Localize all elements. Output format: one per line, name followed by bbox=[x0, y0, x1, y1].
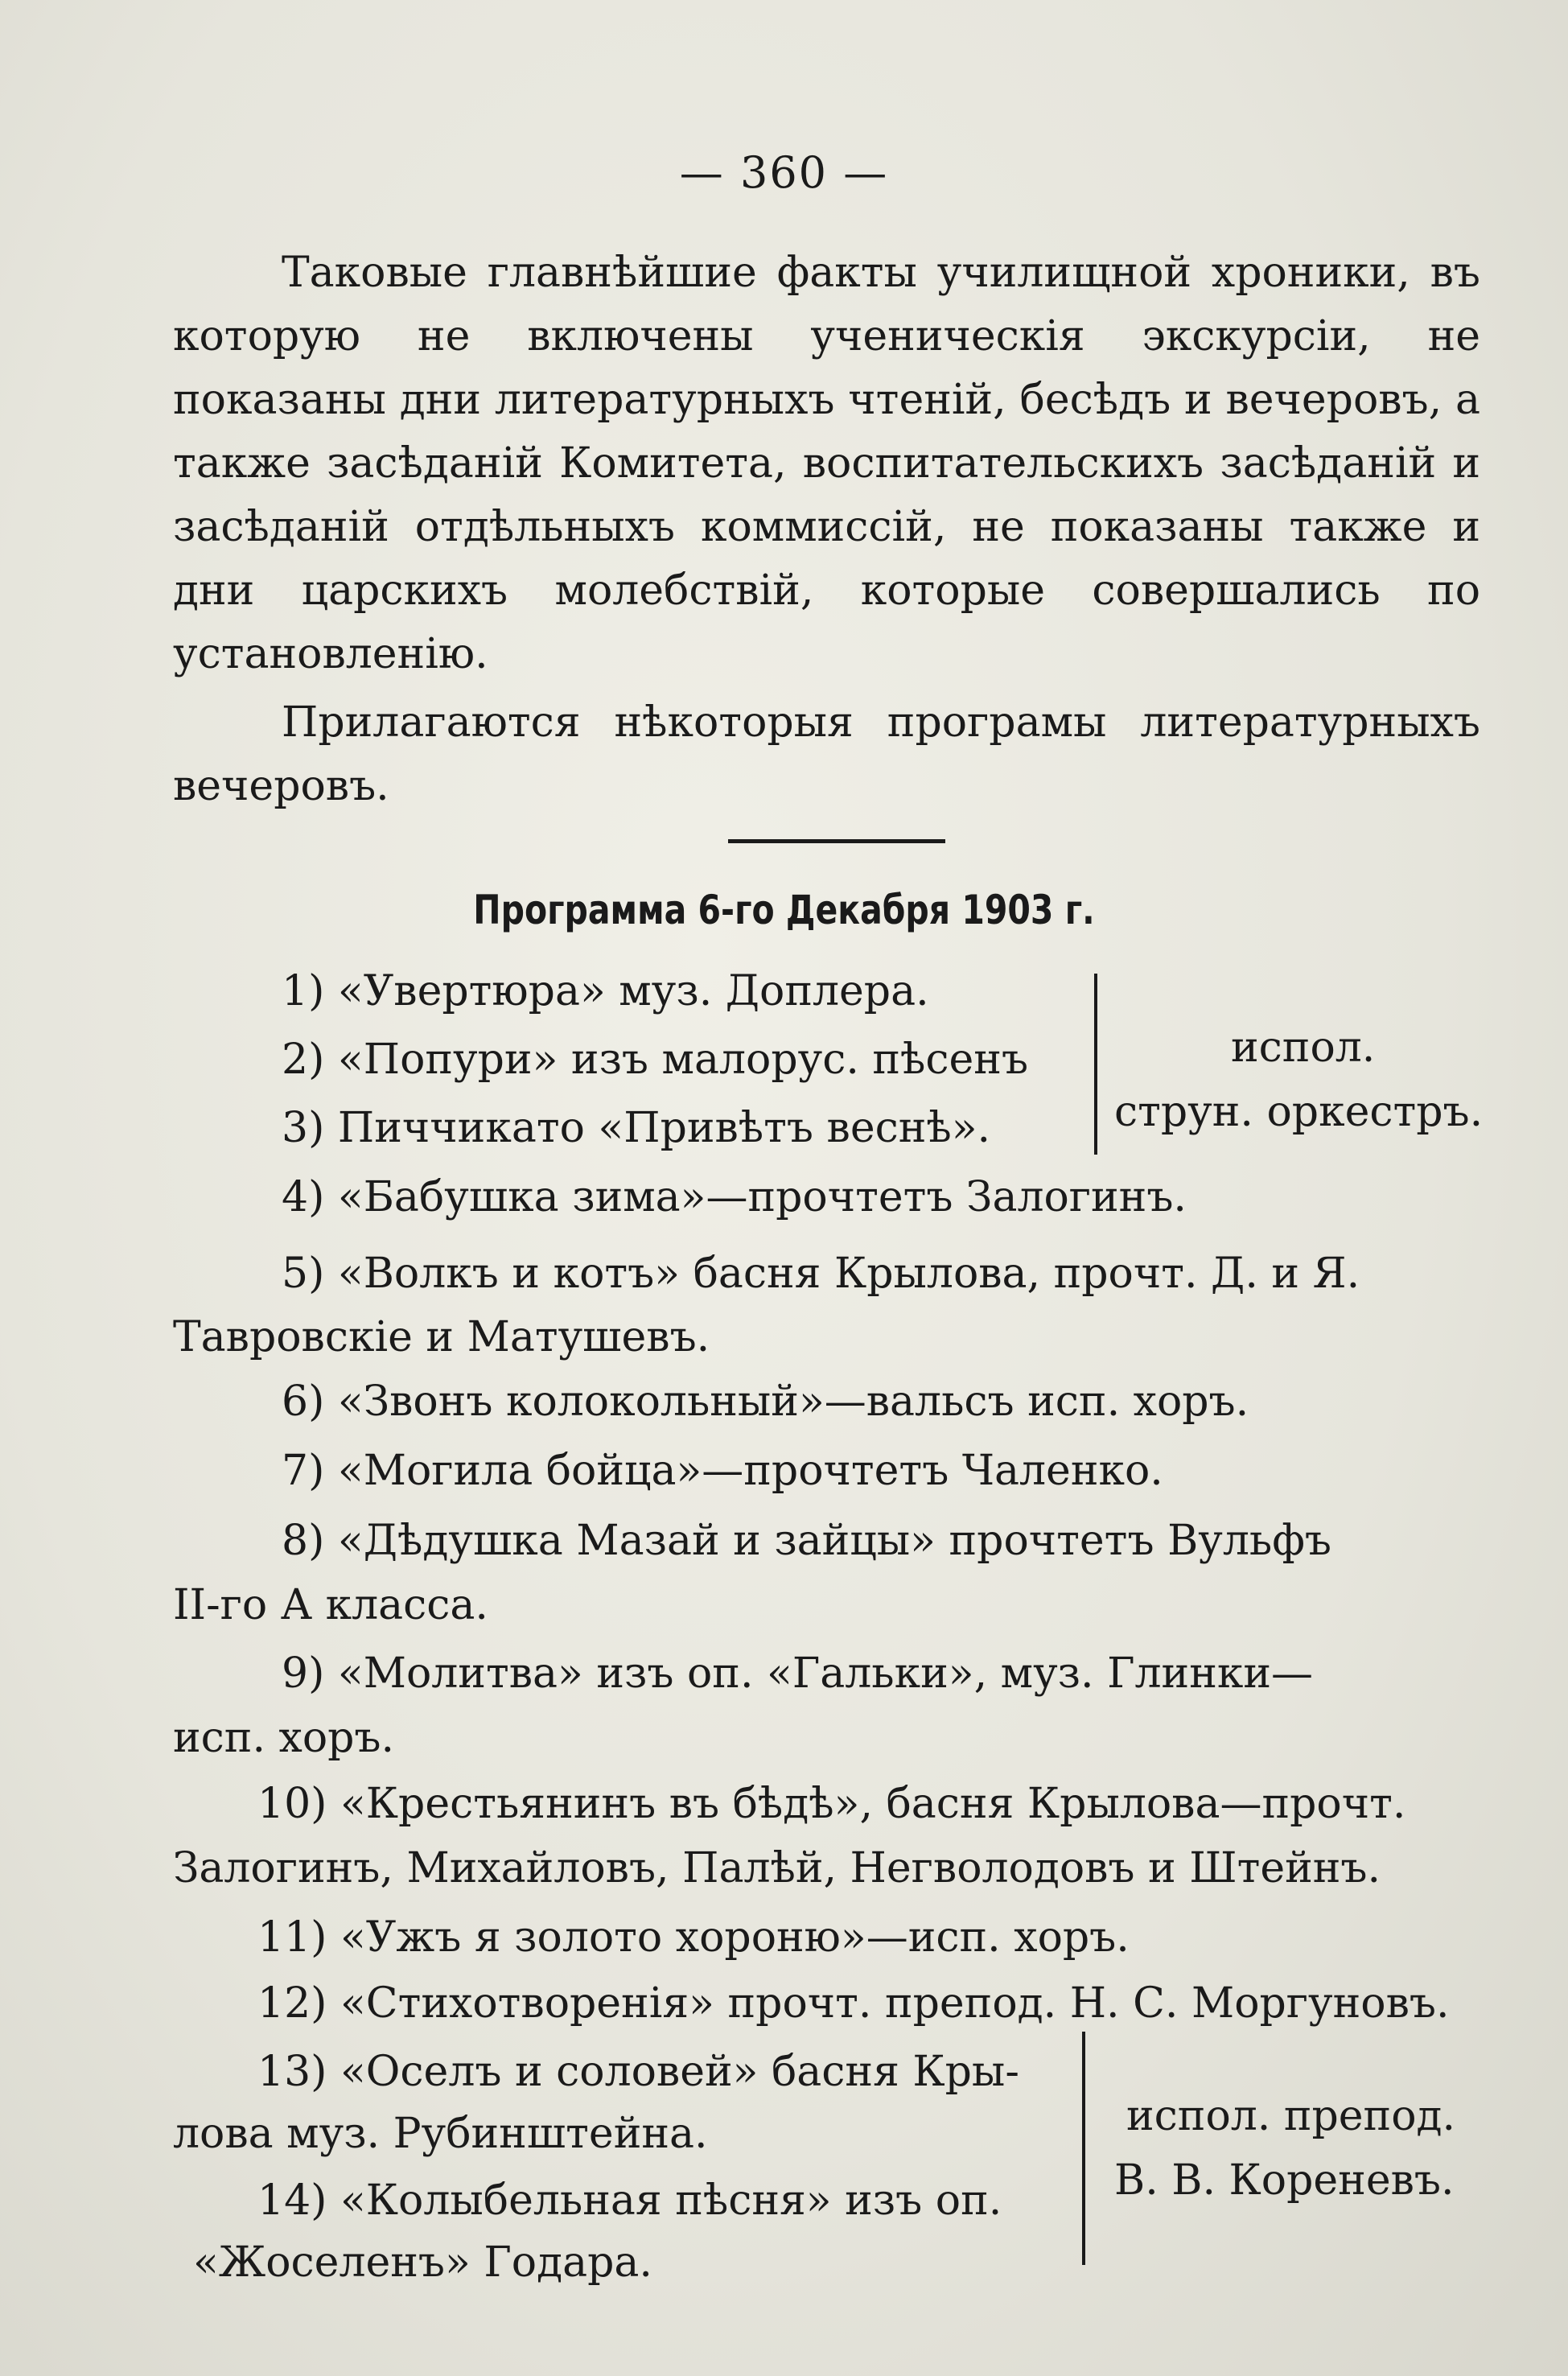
program-item-10-cont: Залогинъ, Михайловъ, Палѣй, Негволодовъ и Штейнъ. bbox=[173, 1844, 1381, 1892]
program-item-2: 2) «Попури» изъ малорус. пѣсенъ bbox=[282, 1036, 1029, 1084]
group1-performer-line1: испол. bbox=[1231, 1023, 1376, 1072]
group2-performer-line1: испол. препод. bbox=[1126, 2092, 1456, 2140]
group2-brace bbox=[1074, 2032, 1085, 2265]
program-item-5-cont: Тавровскіе и Матушевъ. bbox=[173, 1313, 710, 1361]
program-item-4: 4) «Бабушка зима»—прочтетъ Залогинъ. bbox=[282, 1173, 1187, 1221]
group1-performer-line2: струн. оркестръ. bbox=[1114, 1088, 1484, 1136]
group2-performer-line2: В. В. Кореневъ. bbox=[1114, 2156, 1455, 2205]
program-item-13-cont: лова муз. Рубинштейна. bbox=[173, 2110, 708, 2158]
paragraph-1: Таковые главнѣйшие факты училищной хроники, въ которую не включены ученическія экскурсіи, не показаны дни литературныхъ чтеній, бесѣдъ и вечеровъ, а также засѣданій Комитета, воспитательскихъ засѣданій и засѣданій отдѣльныхъ коммиссій, не показаны также и дни царскихъ молебствій, которые совершались по установленію. bbox=[173, 249, 1480, 678]
program-item-5: 5) «Волкъ и котъ» басня Крылова, прочт. Д. и Я. bbox=[282, 1250, 1360, 1298]
program-item-9: 9) «Молитва» изъ оп. «Гальки», муз. Глинки— bbox=[282, 1649, 1314, 1698]
program-item-10: 10) «Крестьянинъ въ бѣдѣ», басня Крылова—прочт. bbox=[257, 1780, 1406, 1828]
program-item-11: 11) «Ужъ я золото хороню»—исп. хоръ. bbox=[257, 1913, 1130, 1962]
program-item-8: 8) «Дѣдушка Мазай и зайцы» прочтетъ Вульфъ bbox=[282, 1517, 1332, 1565]
program-item-1: 1) «Увертюра» муз. Доплера. bbox=[282, 967, 929, 1015]
program-title: Программа 6-го Декабря 1903 г. bbox=[473, 887, 1095, 933]
page-number: — 360 — bbox=[679, 147, 889, 198]
program-item-7: 7) «Могила бойца»—прочтетъ Чаленко. bbox=[282, 1447, 1163, 1495]
chronicle-paragraph bbox=[173, 241, 1480, 818]
group1-brace bbox=[1086, 974, 1097, 1155]
program-item-12: 12) «Стихотворенія» прочт. препод. Н. С. Моргуновъ. bbox=[257, 1979, 1450, 2028]
paragraph-2: Прилагаются нѣкоторыя програмы литературныхъ вечеровъ. bbox=[173, 698, 1480, 810]
separator-rule bbox=[728, 839, 945, 843]
program-item-13: 13) «Оселъ и соловей» басня Кры- bbox=[257, 2048, 1019, 2096]
program-item-8-cont: II-го А класса. bbox=[173, 1581, 488, 1629]
program-item-3: 3) Пиччикато «Привѣтъ веснѣ». bbox=[282, 1104, 991, 1152]
program-item-14-cont: «Жоселенъ» Годара. bbox=[193, 2238, 652, 2287]
program-item-14: 14) «Колыбельная пѣсня» изъ оп. bbox=[257, 2176, 1002, 2225]
program-item-9-cont: исп. хоръ. bbox=[173, 1714, 395, 1762]
program-item-6: 6) «Звонъ колокольный»—вальсъ исп. хоръ. bbox=[282, 1377, 1249, 1426]
